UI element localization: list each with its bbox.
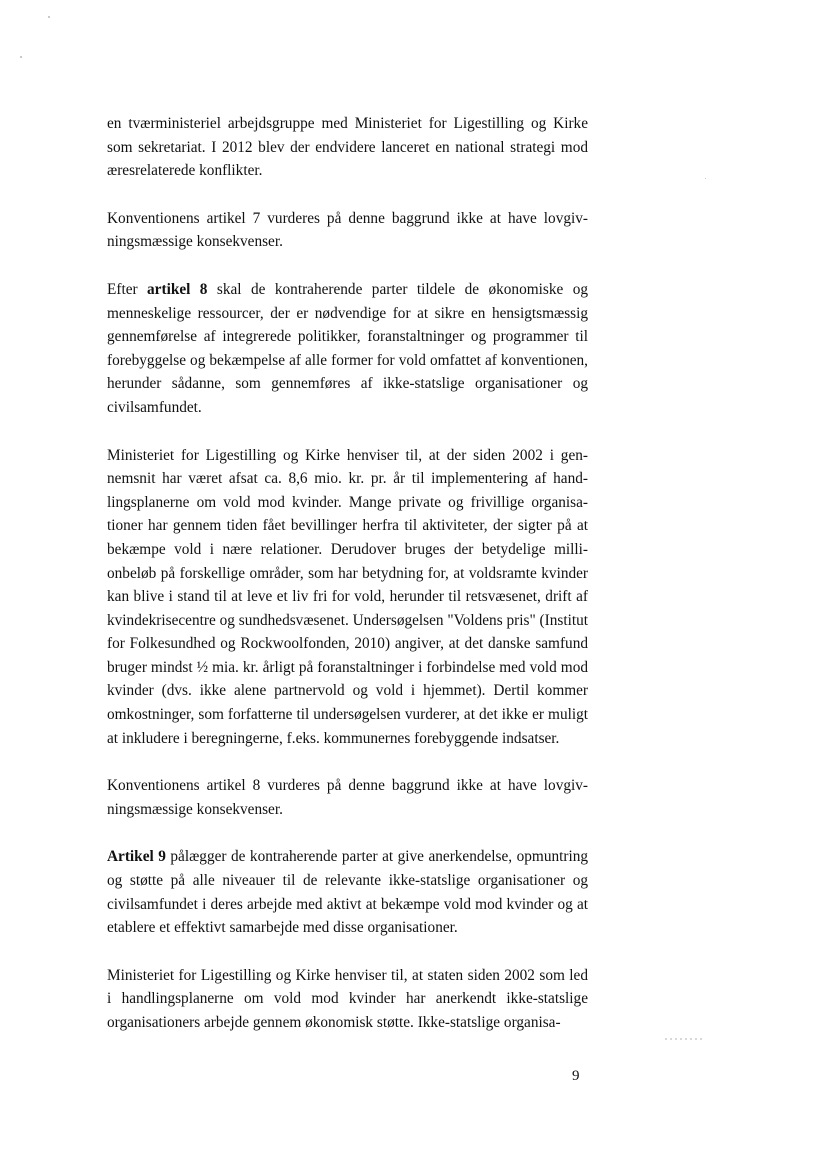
paragraph-2: Konventionens artikel 7 vurderes på denne baggrund ikke at have lovgivningsmæssige konsekvenser. (107, 209, 588, 251)
paragraph-5: Konventionens artikel 8 vurderes på denne baggrund ikke at have lovgivningsmæssige konsekvenser. (107, 777, 588, 818)
paragraph-3-lead: Efter (107, 280, 138, 298)
paragraph-7: Ministeriet for Ligestilling og Kirke henviser til, at staten siden 2002 som led i handlingsplanerne om vold mod kvinder har anerkendt ikke-statslige organisationers arbejde gennem økonomisk støtte. Ikke-statslige organisa- (107, 966, 588, 1031)
paragraph-3-text: skal de kontraherende parter tildele de økonomiske og menneskelige ressourcer, der er nødvendige for at sikre en hensigtsmæssig gennemførelse af integrerede politikker, foranstaltninger og programmer til forebyggelse og bekæmpelse af alle former for vold omfattet af konventionen, herunder sådanne, som gennemføres af ikke-statslige organisationer og civilsamfundet. (107, 280, 588, 416)
scan-speck (705, 178, 706, 179)
article-8-reference: artikel 8 (147, 280, 208, 298)
page-number: 9 (572, 1068, 580, 1084)
body-text (107, 112, 588, 1059)
paragraph-3 (107, 278, 588, 420)
scan-speck (48, 16, 50, 18)
paragraph-4: Ministeriet for Ligestilling og Kirke henviser til, at der siden 2002 i gennemsnit har været afsat ca. 8,6 mio. kr. pr. år til implementering af handlingsplanerne om vold mod kvinder. Mange private og frivillige organisationer har gennem tiden fået bevillinger herfra til aktiviteter, der sigter på at bekæmpe vold i nære relationer. Derudover bruges der betydelige millionbeløb på forskellige områder, som har betydning for, at voldsramte kvinder kan blive i stand til at leve et liv fri for vold, herunder til retsvæsenet, drift af kvindekrisecentre og sundhedsvæsenet. Undersøgelsen "Voldens pris" (Institut for Folkesundhed og Rockwoolfonden, 2010) angiver, at det danske samfund bruger mindst ½ mia. kr. årligt på foranstaltninger i forbindelse med vold mod kvinder (dvs. ikke alene partnervold og vold i hjemmet). Dertil kommer omkostninger, som forfatterne til undersøgelsen vurderer, at det ikke er muligt at inkludere i beregningerne, f.eks. kommunernes forebyggende indsatser. (107, 446, 588, 747)
paragraph-1: en tværministeriel arbejdsgruppe med Ministeriet for Ligestilling og Kirke som sekretariat. I 2012 blev der endvidere lanceret en national strategi mod æresrelaterede konflikter. (107, 115, 588, 180)
paragraph-6 (107, 845, 588, 939)
paragraph-6-text: pålægger de kontraherende parter at give anerkendelse, opmuntring og støtte på alle niveauer til de relevante ikke-statslige organisationer og civilsamfundet i deres arbejde med aktivt at bekæmpe vold mod kvinder og at etablere et effektivt samarbejde med disse organisationer. (107, 848, 589, 937)
scan-speck (20, 56, 22, 58)
article-9-reference: Artikel 9 (107, 848, 166, 866)
scan-smudge (665, 1038, 703, 1040)
